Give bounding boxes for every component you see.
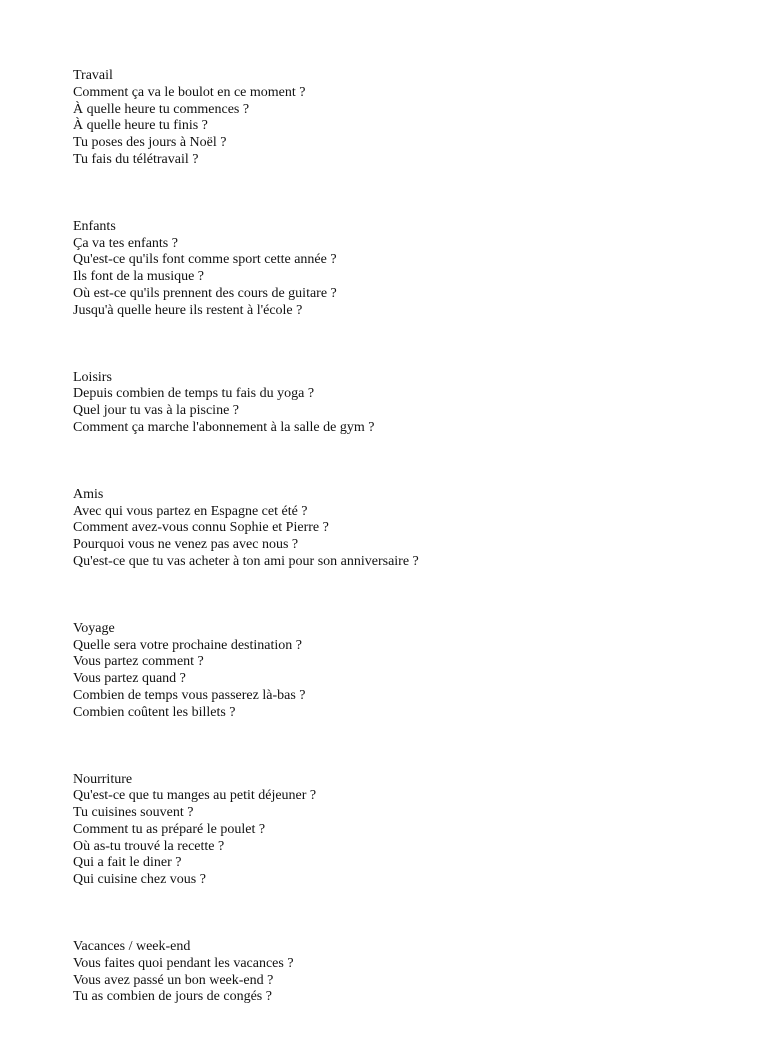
- section-title: Loisirs: [73, 369, 112, 385]
- question-line: Comment ça va le boulot en ce moment ?: [73, 84, 306, 100]
- question-line: Tu fais du télétravail ?: [73, 151, 199, 167]
- question-line: Quelle sera votre prochaine destination ?: [73, 637, 302, 653]
- question-line: À quelle heure tu commences ?: [73, 101, 250, 117]
- section-title: Amis: [73, 486, 104, 502]
- question-line: Qui cuisine chez vous ?: [73, 872, 206, 887]
- question-line: Vous partez quand ?: [73, 671, 186, 686]
- question-line: Pourquoi vous ne venez pas avec nous ?: [73, 537, 299, 552]
- section-enfants: [73, 219, 733, 320]
- question-line: Qu'est-ce que tu vas acheter à ton ami pour son anniversaire ?: [73, 553, 419, 569]
- question-line: Quel jour tu vas à la piscine ?: [73, 403, 240, 418]
- question-line: Qu'est-ce qu'ils font comme sport cette année ?: [73, 252, 337, 268]
- question-line: Avec qui vous partez en Espagne cet été ?: [73, 503, 308, 519]
- section-title: Nourriture: [73, 771, 133, 787]
- question-line: Jusqu'à quelle heure ils restent à l'école ?: [73, 302, 303, 318]
- question-line: Comment tu as préparé le poulet ?: [73, 821, 266, 837]
- section-amis: [73, 487, 733, 571]
- question-line: Comment ça marche l'abonnement à la salle de gym ?: [73, 419, 375, 435]
- question-line: Qu'est-ce que tu manges au petit déjeuner ?: [73, 788, 317, 804]
- section-vacances-week-end: [73, 939, 733, 1006]
- question-line: Tu cuisines souvent ?: [73, 805, 194, 820]
- question-line: À quelle heure tu finis ?: [73, 118, 208, 134]
- section-title: Vacances / week-end: [73, 939, 191, 954]
- question-line: Comment avez-vous connu Sophie et Pierre ?: [73, 520, 329, 536]
- question-line: Tu as combien de jours de congés ?: [73, 989, 272, 1005]
- question-line: Vous faites quoi pendant les vacances ?: [73, 955, 294, 971]
- question-line: Tu poses des jours à Noël ?: [73, 135, 227, 150]
- section-title: Voyage: [73, 620, 115, 636]
- question-line: Ça va tes enfants ?: [73, 235, 178, 251]
- question-line: Qui a fait le diner ?: [73, 855, 182, 871]
- section-voyage: [73, 621, 733, 722]
- question-line: Combien de temps vous passerez là-bas ?: [73, 687, 306, 703]
- section-title: Enfants: [73, 218, 116, 234]
- section-travail: [73, 68, 733, 169]
- document-page: [73, 68, 733, 1056]
- question-line: Combien coûtent les billets ?: [73, 704, 236, 720]
- question-line: Ils font de la musique ?: [73, 269, 205, 284]
- question-line: Vous avez passé un bon week-end ?: [73, 972, 274, 988]
- section-title: Travail: [73, 68, 113, 83]
- question-line: Depuis combien de temps tu fais du yoga ?: [73, 386, 315, 402]
- question-line: Vous partez comment ?: [73, 654, 204, 670]
- section-loisirs: [73, 370, 733, 437]
- question-line: Où est-ce qu'ils prennent des cours de guitare ?: [73, 285, 337, 301]
- section-nourriture: [73, 772, 733, 889]
- question-line: Où as-tu trouvé la recette ?: [73, 838, 225, 854]
